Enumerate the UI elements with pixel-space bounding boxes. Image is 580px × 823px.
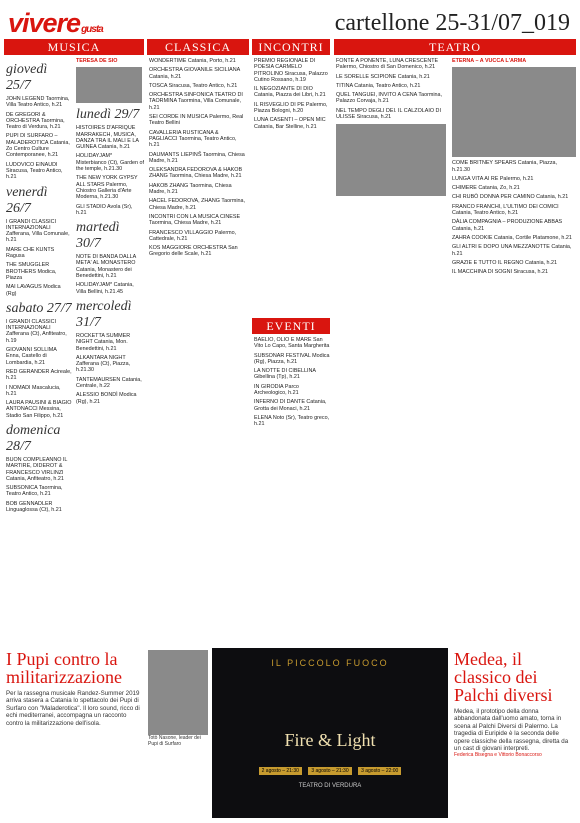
photo	[336, 124, 446, 196]
musica-column-1	[6, 58, 72, 643]
list-item: ALESSIO BONDÌ Modica (Rg), h.21	[76, 392, 137, 405]
list-item: INFERNO DI DANTE Catania, Grotta dei Monaci, h.21	[254, 399, 327, 412]
list-item: ETERNA – A VUCCA L'ARMA	[452, 58, 527, 64]
section-teatro: TEATRO	[334, 39, 576, 55]
list-item: HAKOB ZHANG Taormina, Chiesa Madre, h.21	[149, 182, 232, 196]
list-item: BAELIO, OLIO E MARE San Vito Lo Capo, Santa Margherita	[254, 337, 330, 350]
list-item: ZAHRA COOKIE Catania, Cortile Platamone, h.21	[452, 234, 572, 241]
list-item: PUPI DI SURFARO – MALADEROTICA Catania, Zo Centro Culture Contemporanee, h.21	[6, 133, 70, 159]
list-item: INCONTRI CON LA MUSICA CINESE Taormina, Chiesa Madre, h.21	[149, 213, 241, 227]
photo	[76, 67, 142, 103]
list-item: CHI RUBÒ DONNA PER CAMINO Catania, h.21	[452, 194, 569, 201]
list-item: SUBSONICA Taormina, Teatro Antico, h.21	[6, 485, 63, 498]
list-item: GIOVANNI SOLLIMA Enna, Castello di Lombardia, h.21	[6, 347, 57, 366]
list-item: LUNGA VITA AI RE Palermo, h.21	[452, 175, 534, 182]
footer-left-title: I Pupi contro la militarizzazione	[6, 649, 122, 687]
list-item: I NOMADI Mascalucia, h.21	[6, 384, 61, 397]
list-item: GLI ALTRI E DOPO UNA MEZZANOTTE Catania, h.21	[452, 244, 572, 257]
page-title: cartellone 25-31/07_019	[334, 10, 570, 36]
footer-right-title: Medea, il classico dei Palchi diversi	[454, 649, 553, 705]
list-item: I GRANDI CLASSICI INTERNAZIONALI Zafferana, Villa Comunale, h.21	[6, 218, 70, 244]
day-heading: mercoledì 31/7	[76, 298, 132, 330]
list-item: TITINA Catania, Teatro Antico, h.21	[336, 82, 421, 89]
day-heading: lunedì 29/7	[76, 107, 140, 123]
list-item: RED GERANDER Acireale, h.21	[6, 368, 72, 382]
list-item: WONDERTIME Catania, Porto, h.21	[149, 58, 236, 64]
list-item: BOB GENNADLER Linguaglossa (Ct), h.21	[6, 500, 62, 514]
teatro-column-1	[336, 58, 446, 643]
list-item: ELENA Noto (Sr), Teatro greco, h.21	[254, 414, 330, 428]
list-item: ALKANTARA NIGHT Zafferana (Ct), Piazza, h.21.30	[76, 354, 131, 374]
list-item: LE SORELLE SCIPIONE Catania, h.21	[336, 73, 430, 80]
list-item: MAI LAVAGUS Modica (Rg)	[6, 284, 61, 297]
list-item: TERESA DE SIO	[76, 58, 118, 64]
list-item: PREMIO REGIONALE DI POESIA CARMELO PITROLINO Siracusa, Palazzo Cutino Rossano, h.19	[254, 58, 328, 83]
list-item: CAVALLERIA RUSTICANA & PAGLIACCI Taormina, Teatro Antico, h.21	[149, 129, 237, 149]
footer	[0, 646, 580, 823]
list-item: IL NEGOZIANTE DI DIO Catania, Piazza dei Libri, h.21	[254, 86, 326, 99]
list-item: FONTE A PONENTE, LUNA CRESCENTE Palermo, Chiostro di San Domenico, h.21	[336, 58, 439, 71]
list-item: TANTEMAURSEN Catania, Centrale, h.22	[76, 376, 142, 390]
day-heading: sabato 27/7	[6, 300, 72, 316]
list-item: QUEL TANGUEI, INVITO A CENA Taormina, Palazzo Corvaja, h.21	[336, 92, 443, 105]
list-item: HOLIDAYJAM* Catania, Villa Bellini, h.21.45	[76, 282, 134, 295]
ad-subtitle: Fire & Light	[284, 730, 376, 750]
day-heading: venerdì 26/7	[6, 184, 48, 216]
list-item: NOTE DI BANDA DALLA META' AL MONASTERO Catania, Monastero dei Benedettini, h.21	[76, 254, 136, 280]
footer-right	[454, 650, 576, 760]
list-item: DAUMANTS LIEPINŠ Taormina, Chiesa Madre, h.21	[149, 151, 245, 164]
list-item: I GRANDI CLASSICI INTERNAZIONALI Zafferana (Ct), Anfiteatro, h.19	[6, 318, 67, 344]
list-item: GLI STADIO Avola (Sr), h.21	[76, 203, 133, 216]
classica-column	[149, 58, 248, 643]
festival-ad	[212, 648, 448, 818]
section-eventi: EVENTI	[252, 318, 330, 334]
list-item: HOLIDAYJAM* Misterbianco (Ct), Garden of the temple, h.21.30	[76, 153, 144, 173]
photo	[148, 650, 208, 735]
photo	[452, 67, 576, 157]
list-item: NEL TEMPO DEGLI DEI. IL CALZOLAIO DI ULISSE Siracusa, h.21	[336, 107, 441, 121]
list-item: GRAZIE E TUTTO IL REGNO Catania, h.21	[452, 259, 558, 266]
ad-venue: TEATRO DI VERDURA	[298, 783, 362, 789]
list-item: LUNA CASENTI – OPEN MIC Catania, Bar Stelline, h.21	[254, 117, 326, 130]
musica-column-2	[76, 58, 144, 643]
list-item: ORCHESTRA GIOVANILE SICILIANA Catania, h.21	[149, 67, 240, 80]
section-classica: CLASSICA	[147, 39, 249, 55]
list-item: LUDOVICO EINAUDI Siracusa, Teatro Antico, h.21	[6, 161, 63, 181]
list-item: OLEKSANDRA FEDOROVA & HAKOB ZHANG Taormina, Chiesa Madre, h.21	[149, 167, 243, 180]
list-item: MARE CHE KUNTS Ragusa	[6, 246, 55, 260]
section-incontri: INCONTRI	[252, 39, 330, 55]
list-item: KOS MAGGIORE ORCHESTRA San Gregorio delle Scale, h.21	[149, 245, 238, 258]
list-item: THE NEW YORK GYPSY ALL STARS Palermo, Chiostro Galleria d'Arte Moderna, h.21.30	[76, 175, 138, 201]
section-musica: MUSICA	[4, 39, 144, 55]
footer-left-text: Per la rassegna musicale Randez-Summer 2019 arriva stasera a Catania lo spettacolo dei Pupi di Surfaro con "Maladerotica". Il loro sound, ricco di echi mediterranei, accompagna un racconto contro la militarizzazione dell'isola.	[6, 690, 140, 727]
list-item: SUBSONAR FESTIVAL Modica (Rg), Piazza, h.21	[254, 352, 330, 365]
photo-caption: Federica Bisegna e Vittorio Bonaccorso	[454, 752, 542, 759]
footer-photo-box	[148, 650, 208, 747]
day-heading: giovedì 25/7	[6, 62, 48, 93]
list-item: ROCKETTA SUMMER NIGHT Catania, Mon. Benedettini, h.21	[76, 332, 131, 352]
list-item: HACEL FEDOROVA, ZHANG Taormina, Chiesa Madre, h.21	[149, 198, 246, 211]
list-item: ORCHESTRA SINFONICA TEATRO DI TAORMINA Taormina, Villa Comunale, h.21	[149, 92, 243, 111]
ad-date: 3 agosto – 21:30	[308, 767, 351, 775]
logo: viveregusta	[8, 8, 103, 38]
list-item: HISTOIRES D'AFRIQUE MARRAKECH, MUSICA, DANZA TRA IL MALI E LA GUINEA Catania, h.21	[76, 125, 139, 151]
footer-left	[6, 650, 144, 727]
list-item: TOSCA Siracusa, Teatro Antico, h.21	[149, 82, 238, 89]
day-heading: martedì 30/7	[76, 220, 120, 252]
list-item: DÀLIA COMPAGNIA – PRODUZIONE ABBAS Catania, h.21	[452, 219, 563, 232]
ad-festival: IL PICCOLO FUOCO	[271, 658, 389, 668]
ad-date: 3 agosto – 22:00	[358, 767, 401, 775]
list-item: BUON COMPLEANNO IL MARTIRE, DIDEROT & FRANCESCO VIRLINZI Catania, Anfiteatro, h.21	[6, 456, 68, 482]
list-item: IN GIRODIA Parco Archeologico, h.21	[254, 383, 299, 397]
list-item: IL MACCHINA DI SOGNI Siracusa, h.21	[452, 269, 548, 276]
day-heading: domenica 28/7	[6, 422, 61, 454]
list-item: LA NOTTE DI CIBELLINA Gibellina (Tp), h.21	[254, 368, 316, 381]
photo-caption: Totò Nasone, leader dei Pupi di Surfaro	[148, 735, 201, 747]
list-item: FRANCO FRANCHI, L'ULTIMO DEI COMICI Catania, Teatro Antico, h.21	[452, 203, 559, 217]
eventi-column	[254, 337, 330, 643]
list-item: LAURA PAUSINI & BIAGIO ANTONACCI Messina, Stadio San Filippo, h.21	[6, 400, 72, 419]
incontri-column	[254, 58, 330, 318]
list-item: COME BRITNEY SPEARS Catania, Piazza, h.21.30	[452, 160, 558, 173]
list-item: IL RISVEGLIO DI PE Palermo, Piazza Bologni, h.20	[254, 101, 328, 115]
list-item: DE GREGORI & ORCHESTRA Taormina, Teatro di Verdura, h.21	[6, 111, 65, 131]
ad-date: 2 agosto – 21:30	[259, 767, 302, 775]
ad-dates	[212, 759, 448, 777]
list-item: SEI CORDE IN MUSICA Palermo, Real Teatro Bellini	[149, 114, 244, 127]
footer-right-text: Medea, il prototipo della donna abbandonata dall'uomo amato, torna in scena al Palchi Diversi di Palermo. La tragedia di Euripide è la seconda delle opere classiche della rassegna, diretta da un cast di giovani interpreti.	[454, 708, 569, 753]
list-item: CHIMERE Catania, Zo, h.21	[452, 185, 520, 192]
list-item: THE SMUGGLER BROTHERS Modica, Piazza	[6, 262, 57, 281]
teatro-column-2	[452, 58, 576, 643]
list-item: FRANCESCO VILLAGGIO Palermo, Cattedrale, h.21	[149, 229, 237, 242]
list-item: JOHN LEGEND Taormina, Villa Teatro Antico, h.21	[6, 96, 70, 109]
